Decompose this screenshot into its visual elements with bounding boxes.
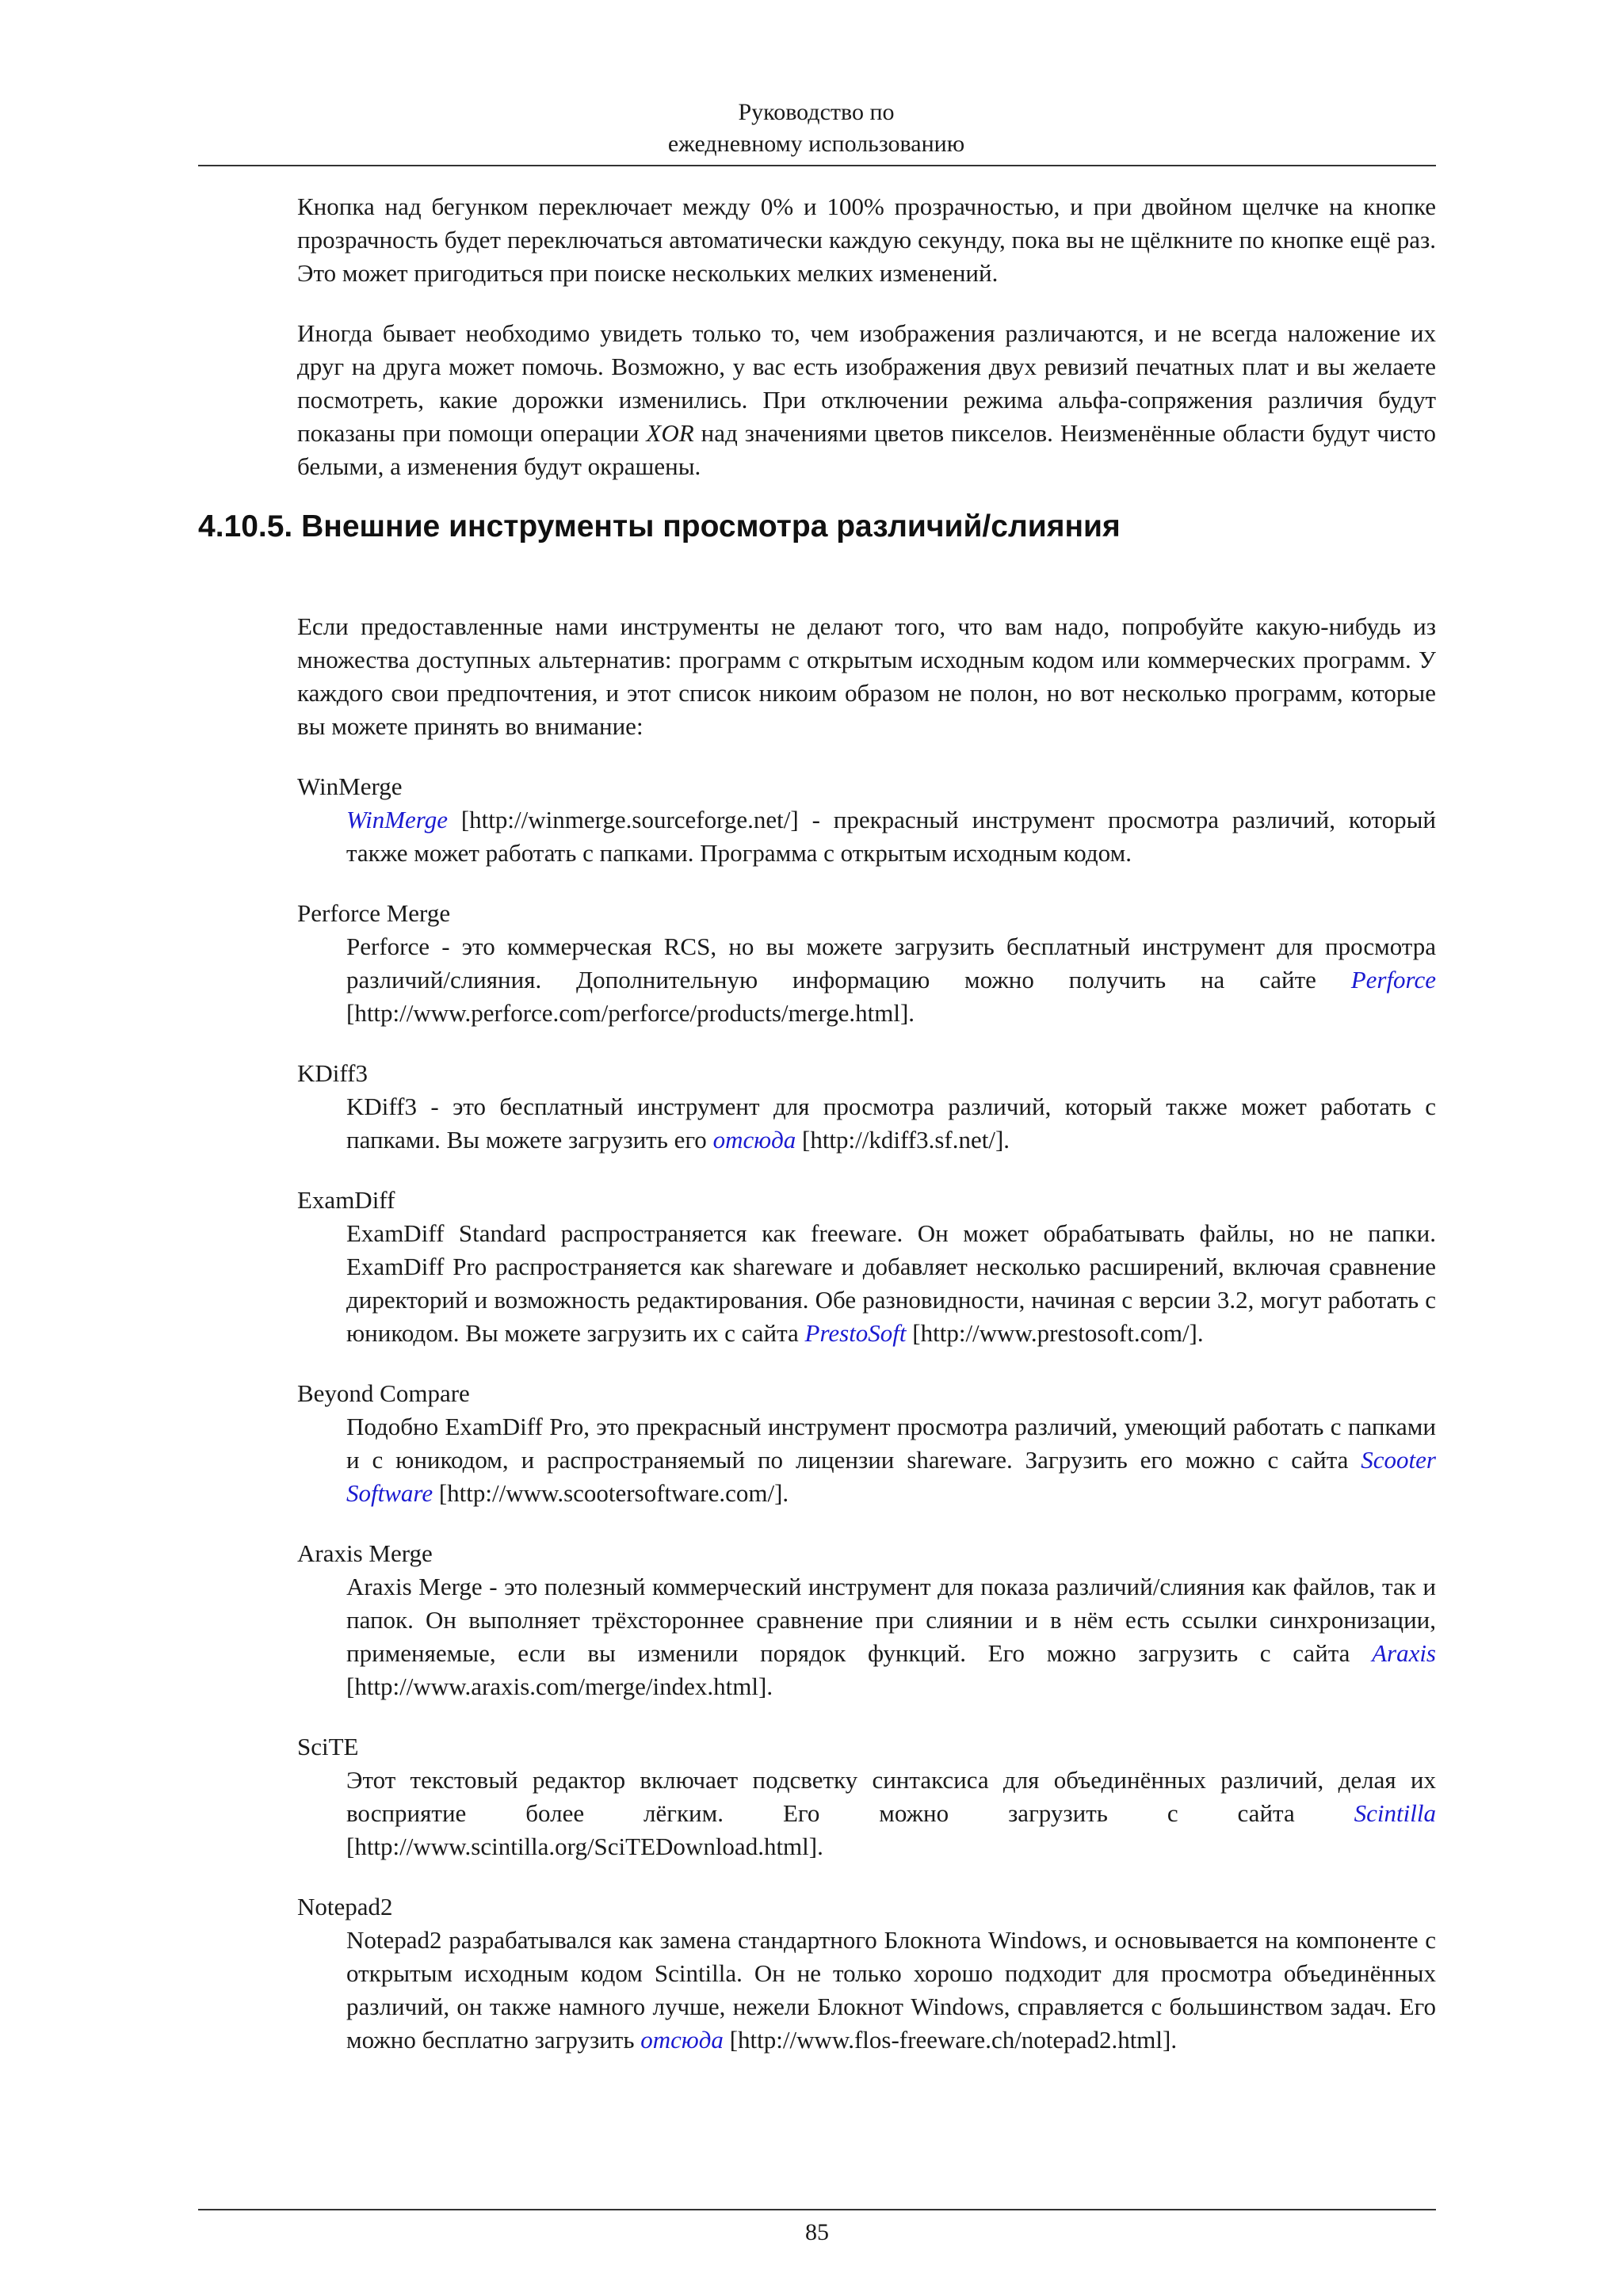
- tool-description: [346, 803, 1436, 870]
- tool-description-text-before: KDiff3 - это бесплатный инструмент для просмотра различий, который также может работать с папками. Вы можете загрузить его: [346, 1093, 1436, 1154]
- tool-term: Beyond Compare: [297, 1379, 470, 1407]
- tool-link[interactable]: Araxis: [1372, 1639, 1436, 1667]
- tool-term: Perforce Merge: [297, 899, 451, 927]
- tool-description: [346, 1570, 1436, 1703]
- tool-description: [346, 1090, 1436, 1157]
- tool-term: SciTE: [297, 1733, 359, 1760]
- tool-link[interactable]: PrestoSoft: [804, 1319, 907, 1347]
- tool-description-text-after: [http://www.scintilla.org/SciTEDownload.html].: [346, 1833, 823, 1860]
- xor-term: XOR: [646, 419, 694, 447]
- tool-link[interactable]: отсюда: [640, 2026, 724, 2054]
- tool-description-text-after: [http://www.prestosoft.com/].: [906, 1319, 1204, 1347]
- tool-term: Araxis Merge: [297, 1539, 433, 1567]
- tool-description-text-before: Этот текстовый редактор включает подсветку синтаксиса для объединённых различий, делая их восприятие более лёгким. Его можно загрузить с сайта: [346, 1766, 1436, 1827]
- paragraph-xor-text-a: Иногда бывает необходимо увидеть только то, чем изображения различаются, и не всегда наложение их друг на друга может помочь. Возможно, у вас есть изображения двух ревизий печатных плат и вы желаете посмотреть, какие дорожки изменились. При отключении режима альфа-сопряжения различия будут показаны при помощи операции: [297, 319, 1436, 447]
- section-body: [297, 610, 1436, 2084]
- footer-rule: [198, 2209, 1436, 2210]
- tool-description-text-before: ExamDiff Standard распространяется как freeware. Он может обрабатывать файлы, но не папки. ExamDiff Pro распространяется как shareware и добавляет несколько расширений, включая сравнение директорий и возможность редактирования. Обе разновидности, начиная с версии 3.2, могут работать с юникодом. Вы можете загрузить их с сайта: [346, 1219, 1436, 1347]
- running-header: [198, 97, 1434, 160]
- tool-description-text-before: Perforce - это коммерческая RCS, но вы можете загрузить бесплатный инструмент для просмотра различий/слияния. Дополнительную информацию можно получить на сайте: [346, 933, 1436, 994]
- tool-link[interactable]: отсюда: [712, 1126, 796, 1154]
- tool-description: [346, 1924, 1436, 2057]
- tool-description-text-after: [http://www.scootersoftware.com/].: [433, 1479, 789, 1507]
- tool-description-text-after: [http://www.flos-freeware.ch/notepad2.html].: [723, 2026, 1178, 2054]
- tool-description-text-before: Notepad2 разрабатывался как замена стандартного Блокнота Windows, и основывается на компоненте с открытым исходным кодом Scintilla. Он не только хорошо подходит для просмотра объединённых различий, он также намного лучше, нежели Блокнот Windows, справляется с большинством задач. Его можно бесплатно загрузить: [346, 1926, 1436, 2054]
- tool-term: KDiff3: [297, 1059, 368, 1087]
- paragraph-xor-mode: [297, 317, 1436, 483]
- tool-description: [346, 1217, 1436, 1350]
- tool-term: WinMerge: [297, 772, 403, 800]
- intro-text: [297, 190, 1436, 510]
- tool-description: [346, 1764, 1436, 1863]
- tool-description: [346, 1410, 1436, 1510]
- tool-description-text-after: [http://winmerge.sourceforge.net/] - прекрасный инструмент просмотра различий, который также может работать с папками. Программа с открытым исходным кодом.: [346, 806, 1436, 867]
- tool-link[interactable]: WinMerge: [346, 806, 448, 833]
- tool-link[interactable]: Scintilla: [1354, 1799, 1436, 1827]
- running-header-line-1: Руководство по: [738, 99, 895, 125]
- tool-description-text-before: Araxis Merge - это полезный коммерческий инструмент для показа различий/слияния как файлов, так и папок. Он выполняет трёхстороннее сравнение при слиянии и в нём есть ссылки синхронизации, применяемые, если вы изменили порядок функций. Его можно загрузить с сайта: [346, 1573, 1436, 1667]
- tool-description-text-after: [http://kdiff3.sf.net/].: [796, 1126, 1010, 1154]
- tool-list: [297, 770, 1436, 2057]
- header-rule: [198, 165, 1436, 166]
- paragraph-xor-text-b: над значениями цветов пикселов. Неизменённые области будут чисто белыми, а изменения будут окрашены.: [297, 419, 1436, 480]
- section-intro-paragraph: Если предоставленные нами инструменты не делают того, что вам надо, попробуйте какую-нибудь из множества доступных альтернатив: программ с открытым исходным кодом или коммерческих программ. У каждого свои предпочтения, и этот список никоим образом не полон, но вот несколько программ, которые вы можете принять во внимание:: [297, 612, 1436, 740]
- section-heading: 4.10.5. Внешние инструменты просмотра различий/слияния: [198, 509, 1121, 543]
- tool-description-text-before: Подобно ExamDiff Pro, это прекрасный инструмент просмотра различий, умеющий работать с папками и с юникодом, и распространяемый по лицензии shareware. Загрузить его можно с сайта: [346, 1413, 1436, 1474]
- tool-link[interactable]: Perforce: [1350, 966, 1436, 994]
- tool-description-text-after: [http://www.perforce.com/perforce/products/merge.html].: [346, 999, 915, 1027]
- running-header-line-2: ежедневному использованию: [667, 131, 965, 157]
- tool-description-text-after: [http://www.araxis.com/merge/index.html].: [346, 1672, 773, 1700]
- tool-term: Notepad2: [297, 1893, 393, 1920]
- page-number: 85: [805, 2219, 829, 2245]
- paragraph-transparency-button: Кнопка над бегунком переключает между 0% и 100% прозрачностью, и при двойном щелчке на кнопке прозрачность будет переключаться автоматически каждую секунду, пока вы не щёлкните по кнопке ещё раз. Это может пригодиться при поиске нескольких мелких изменений.: [297, 193, 1436, 287]
- tool-link[interactable]: Scooter Software: [346, 1446, 1436, 1507]
- tool-description: [346, 930, 1436, 1030]
- tool-term: ExamDiff: [297, 1186, 395, 1214]
